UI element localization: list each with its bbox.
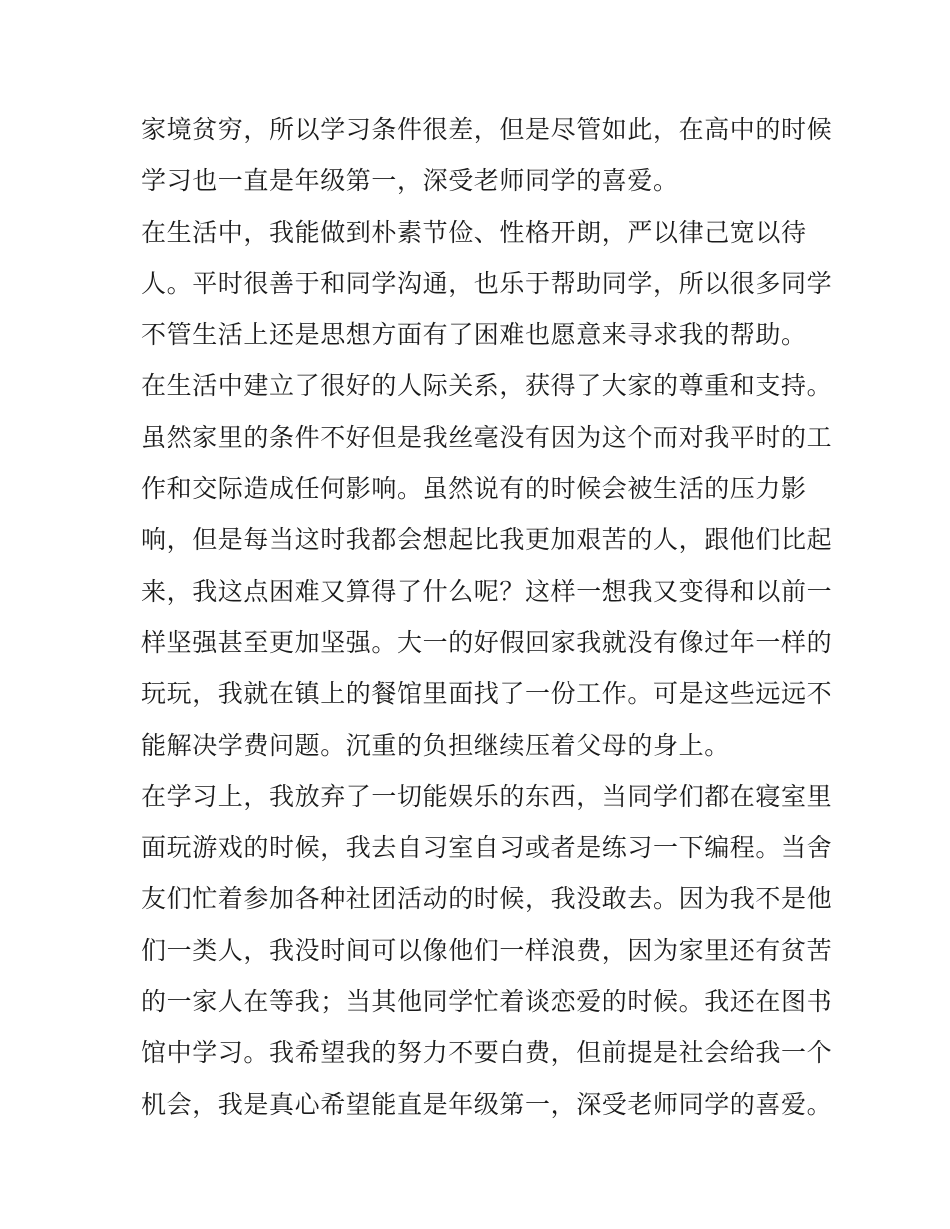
text-line: 友们忙着参加各种社团活动的时候，我没敢去。因为我不是他 bbox=[141, 884, 833, 914]
text-line: 不管生活上还是思想方面有了困难也愿意来寻求我的帮助。 bbox=[141, 320, 807, 350]
text-line: 在学习上，我放弃了一切能娱乐的东西，当同学们都在寝室里 bbox=[141, 781, 833, 811]
text-line: 作和交际造成任何影响。虽然说有的时候会被生活的压力影 bbox=[141, 474, 807, 504]
text-line: 的一家人在等我；当其他同学忙着谈恋爱的时候。我还在图书 bbox=[141, 987, 833, 1017]
text-line: 玩玩，我就在镇上的餐馆里面找了一份工作。可是这些远远不 bbox=[141, 679, 833, 709]
text-line: 在生活中建立了很好的人际关系，获得了大家的尊重和支持。 bbox=[141, 371, 833, 401]
text-line: 们一类人，我没时间可以像他们一样浪费，因为家里还有贫苦 bbox=[141, 935, 833, 965]
text-line: 来，我这点困难又算得了什么呢？这样一想我又变得和以前一 bbox=[141, 576, 833, 606]
text-line: 样坚强甚至更加坚强。大一的好假回家我就没有像过年一样的 bbox=[141, 627, 833, 657]
text-line: 学习也一直是年级第一，深受老师同学的喜爱。 bbox=[141, 166, 679, 196]
text-line: 虽然家里的条件不好但是我丝毫没有因为这个而对我平时的工 bbox=[141, 422, 833, 452]
body-text bbox=[141, 104, 833, 1130]
text-line: 能解决学费问题。沉重的负担继续压着父母的身上。 bbox=[141, 730, 730, 760]
text-line: 响，但是每当这时我都会想起比我更加艰苦的人，跟他们比起 bbox=[141, 525, 833, 555]
text-line: 在生活中，我能做到朴素节俭、性格开朗，严以律己宽以待 bbox=[141, 217, 807, 247]
text-line: 家境贫穷，所以学习条件很差，但是尽管如此，在高中的时候 bbox=[141, 115, 833, 144]
text-line: 馆中学习。我希望我的努力不要白费，但前提是社会给我一个 bbox=[141, 1038, 833, 1068]
text-line: 面玩游戏的时候，我去自习室自习或者是练习一下编程。当舍 bbox=[141, 833, 833, 863]
text-line: 人。平时很善于和同学沟通，也乐于帮助同学，所以很多同学 bbox=[141, 268, 833, 298]
text-line: 机会，我是真心希望能直是年级第一，深受老师同学的喜爱。 bbox=[141, 1089, 833, 1119]
